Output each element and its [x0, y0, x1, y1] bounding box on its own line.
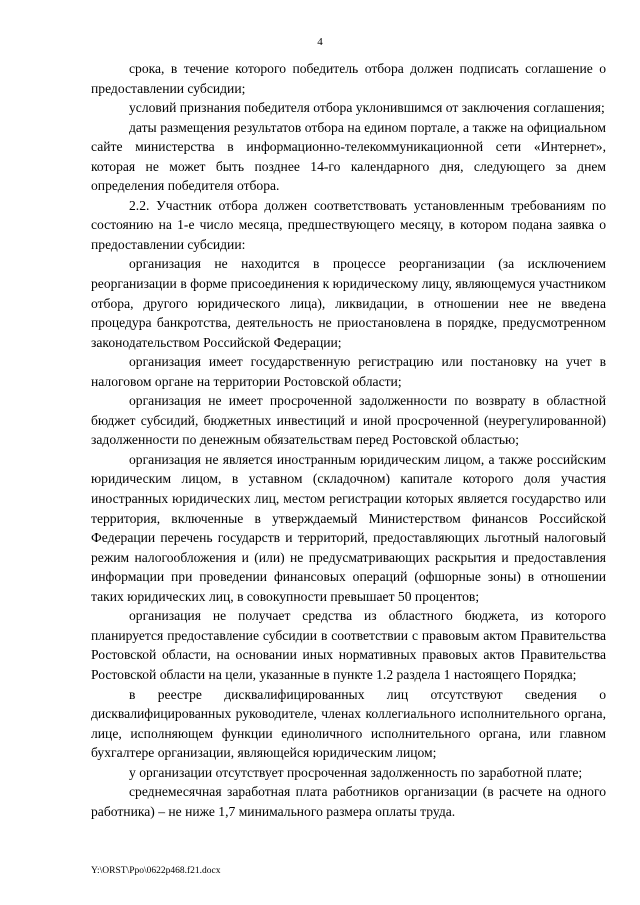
paragraph: в реестре дисквалифицированных лиц отсутствуют сведения о дисквалифицированных руководителе, членах коллегиального исполнительного органа, лице, исполняющем функции единоличного исполнительного органа, или главном бухгалтере организации, являющейся юридическим лицом;: [91, 686, 606, 761]
paragraph: организация не является иностранным юридическим лицом, а также российским юридическим лицом, в уставном (складочном) капитале которого доля участия иностранных юридических лиц, местом регистрации которых является государство или территория, включенные в утверждаемый Министерством финансов Российской Федерации перечень государств и территорий, предоставляющих льготный налоговый режим налогообложения и (или) не предусматривающих раскрытия и предоставления информации при проведении финансовых операций (офшорные зоны) в отношении таких юридических лиц, в совокупности превышает 50 процентов;: [91, 451, 606, 604]
paragraph: организация не имеет просроченной задолженности по возврату в областной бюджет субсидий, бюджетных инвестиций и иной просроченной (неурегулированной) задолженности по денежным обязательствам перед Ростовской областью;: [91, 393, 606, 448]
page-number: 4: [317, 36, 323, 48]
paragraph: даты размещения результатов отбора на едином портале, а также на официальном сайте министерства в информационно-телекоммуникационной сети «Интернет», которая не может быть позднее 14-го календарного дня, следующего за днем определения победителя отбора.: [91, 119, 606, 194]
paragraph: условий признания победителя отбора уклонившимся от заключения соглашения;: [129, 100, 605, 116]
paragraph: 2.2. Участник отбора должен соответствовать установленным требованиям по состоянию на 1-е число месяца, предшествующего месяцу, в котором подана заявка о предоставлении субсидии:: [91, 197, 606, 252]
file-path-footer: Y:\ORST\Ppo\0622p468.f21.docx: [91, 866, 221, 876]
paragraph: организация не находится в процессе реорганизации (за исключением реорганизации в форме присоединения к юридическому лицу, являющемуся участником отбора, другого юридического лица), ликвидации, в отношении нее не введена процедура банкротства, деятельность не приостановлена в порядке, предусмотренном законодательством Российской Федерации;: [91, 256, 606, 350]
paragraph: среднемесячная заработная плата работников организации (в расчете на одного работника) – не ниже 1,7 минимального размера оплаты труда.: [91, 784, 606, 819]
document-body: [91, 59, 606, 821]
paragraph: организация не получает средства из областного бюджета, из которого планируется предоставление субсидии в соответствии с правовым актом Правительства Ростовской области, на основании иных нормативных правовых актов Правительства Ростовской области на цели, указанные в пункте 1.2 раздела 1 настоящего Порядка;: [91, 608, 606, 682]
paragraph: организация имеет государственную регистрацию или постановку на учет в налоговом органе на территории Ростовской области;: [91, 354, 606, 389]
paragraph: у организации отсутствует просроченная задолженность по заработной плате;: [129, 764, 583, 780]
paragraph: срока, в течение которого победитель отбора должен подписать соглашение о предоставлении субсидии;: [91, 61, 606, 96]
